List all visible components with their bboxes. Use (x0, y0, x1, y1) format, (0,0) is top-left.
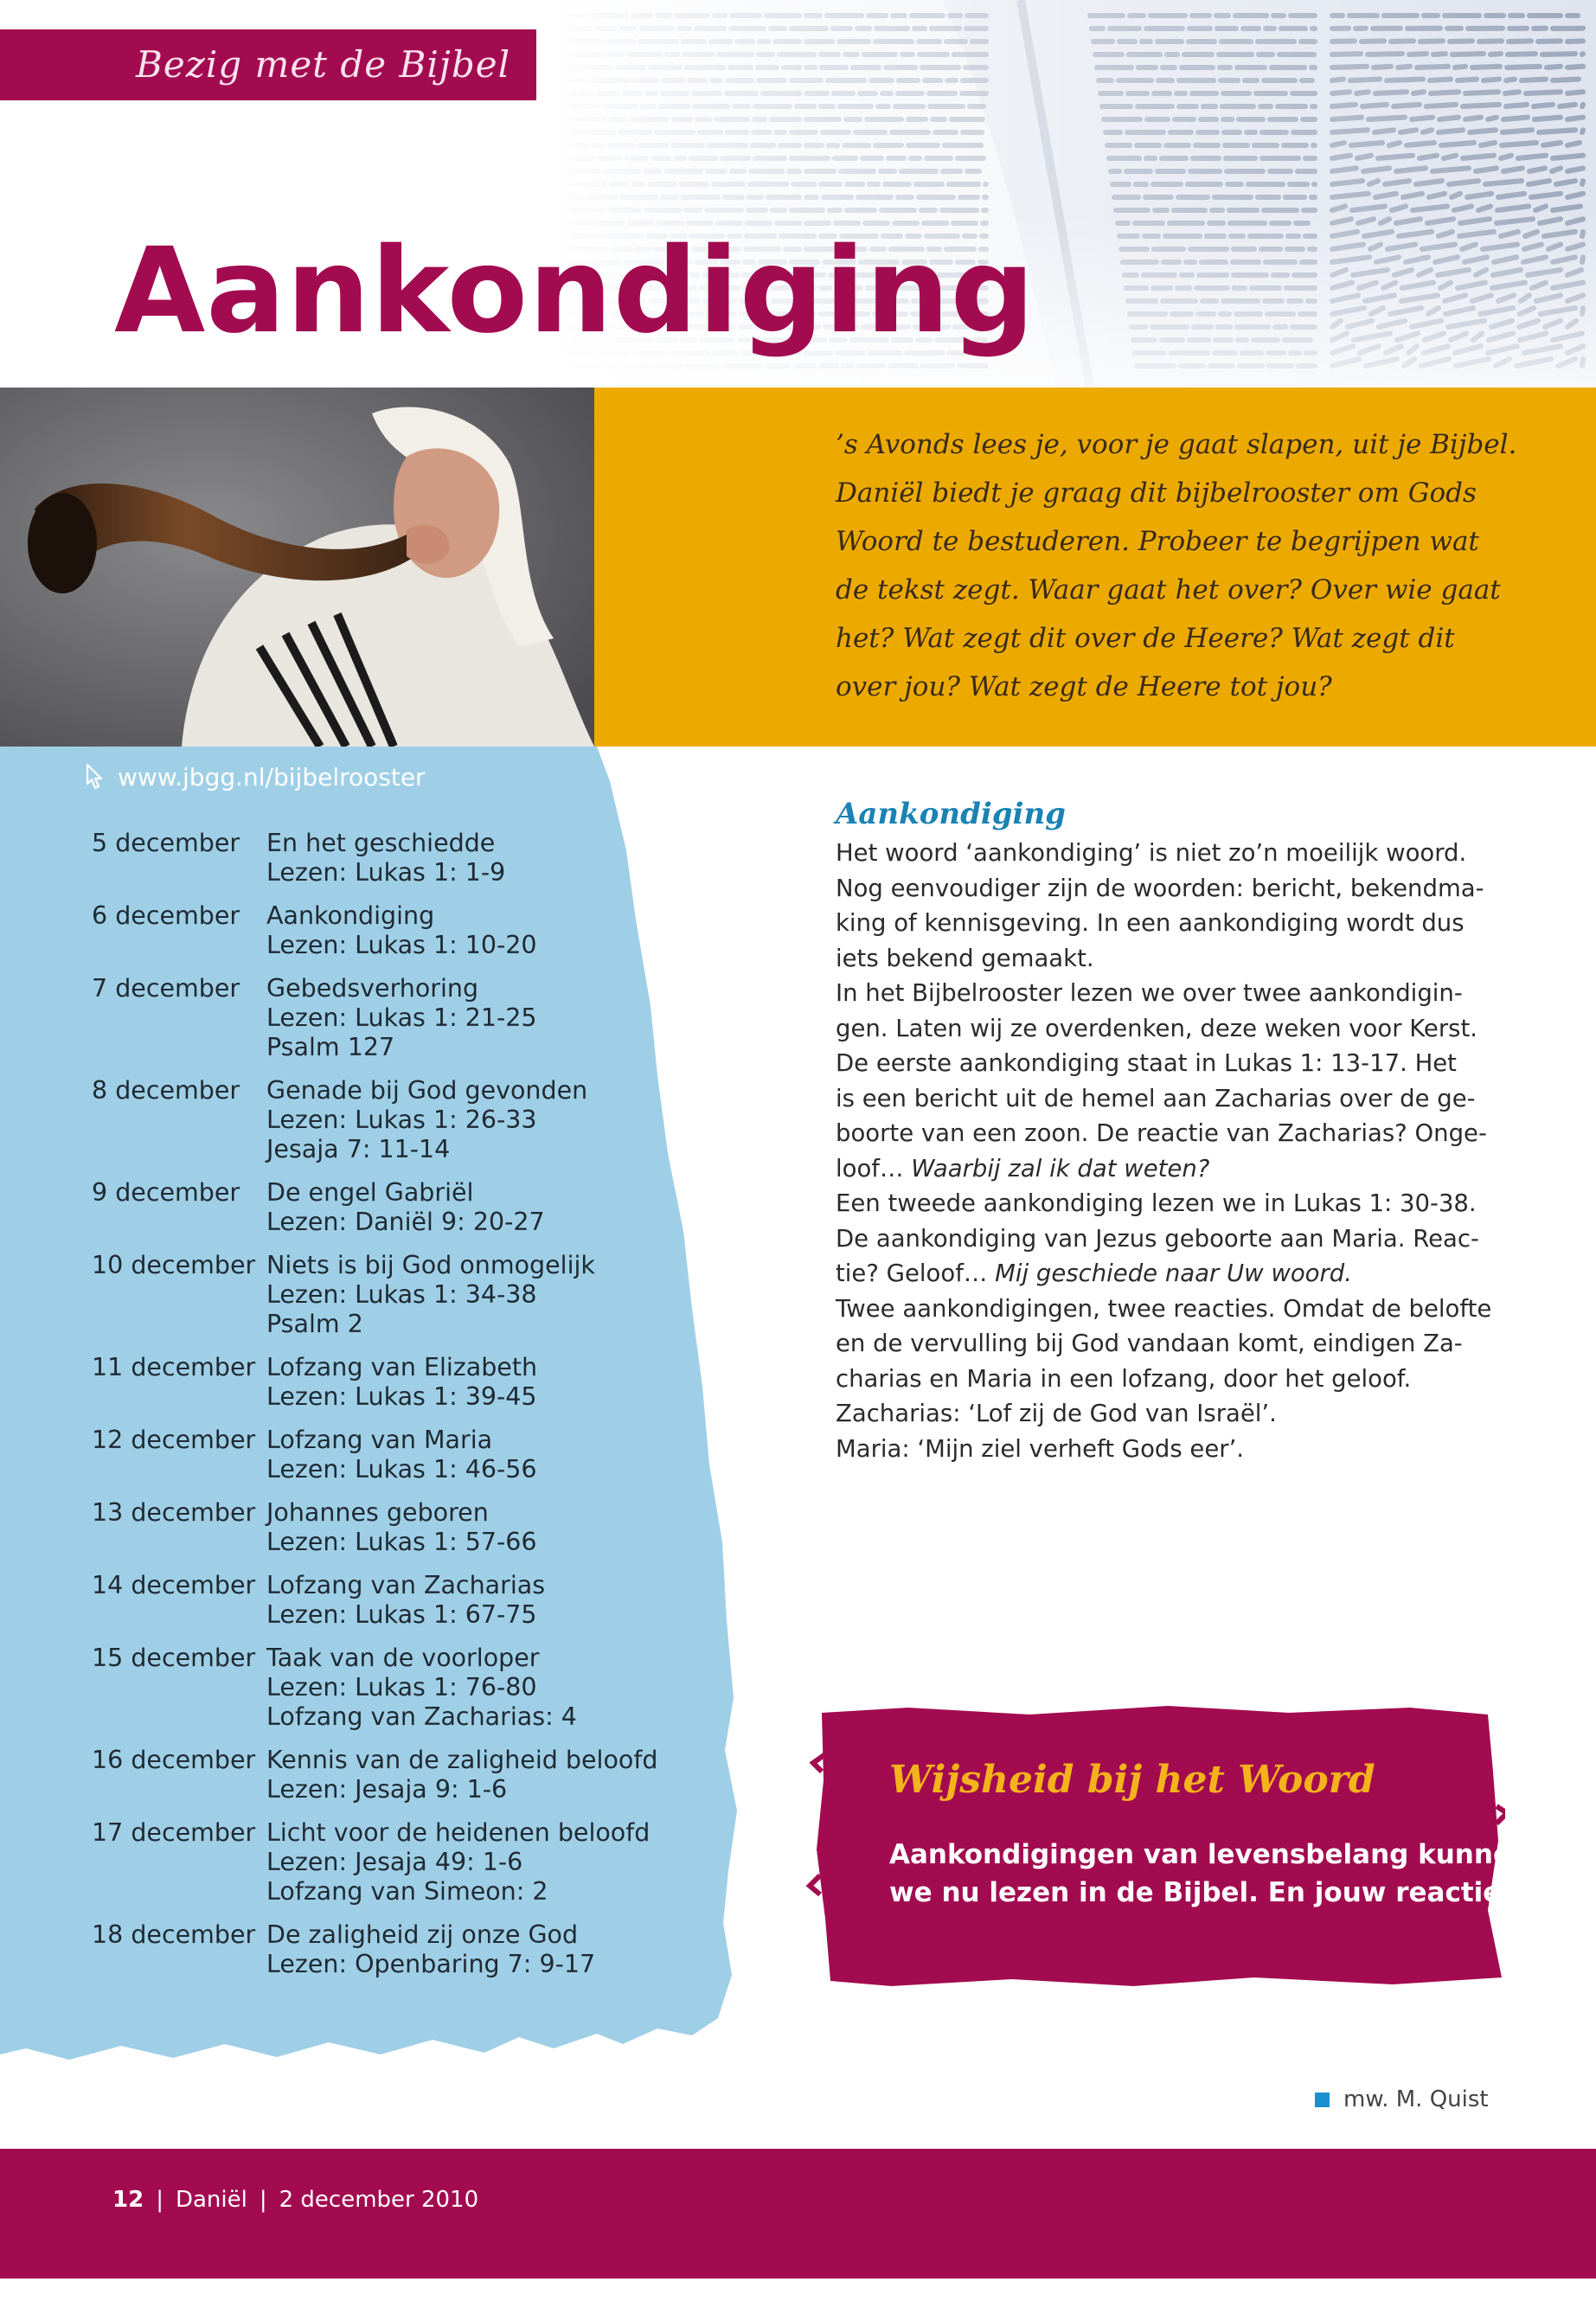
schedule-reading-line: Lezen: Lukas 1: 26-33 (266, 1106, 537, 1134)
article-line: Twee aankondigingen, twee reacties. Omdat de belofte (836, 1294, 1492, 1323)
schedule-reading-line: Lofzang van Elizabeth (266, 1353, 538, 1381)
schedule-reading-line: Lofzang van Zacharias (266, 1571, 546, 1599)
schedule-row (92, 1426, 697, 1484)
article-quote: Mij geschiede naar Uw woord. (995, 1259, 1353, 1287)
schedule-row (92, 1178, 697, 1237)
schedule-reading-line: Lezen: Jesaja 49: 1-6 (266, 1848, 523, 1876)
schedule-reading-line: En het geschiedde (266, 829, 496, 857)
link-row[interactable] (83, 763, 426, 792)
article-text: loof… (836, 1154, 904, 1183)
schedule-reading-line: De zaligheid zij onze God (266, 1920, 579, 1949)
article-line: is een bericht uit de hemel aan Zacharias over de ge- (836, 1084, 1476, 1112)
intro-text (836, 420, 1562, 711)
callout-heading: Wijsheid bij het Woord (889, 1758, 1375, 1802)
schedule-row (92, 1920, 697, 1979)
schedule-reading-line: Lezen: Lukas 1: 34-38 (266, 1280, 537, 1309)
schedule-reading-line: Niets is bij God onmogelijk (266, 1251, 595, 1279)
schedule-reading-line: Lezen: Lukas 1: 10-20 (266, 931, 537, 959)
article-line: De eerste aankondiging staat in Lukas 1: 13-17. Het (836, 1049, 1457, 1077)
article-line: Het woord ‘aankondiging’ is niet zo’n moeilijk woord. (836, 839, 1467, 867)
schedule-row (92, 1818, 697, 1907)
schedule-readings (266, 829, 697, 888)
schedule-reading-line: Lezen: Openbaring 7: 9-17 (266, 1950, 596, 1978)
schedule-readings (266, 974, 697, 1062)
schedule-reading-line: Lofzang van Zacharias: 4 (266, 1702, 577, 1731)
schedule-row (92, 1353, 697, 1412)
schedule-date: 12 december (92, 1426, 256, 1454)
schedule-date: 6 december (92, 901, 240, 930)
schedule-reading-line: Lezen: Lukas 1: 46-56 (266, 1455, 537, 1484)
article-line: boorte van een zoon. De reactie van Zacharias? Onge- (836, 1119, 1487, 1147)
intro-line: de tekst zegt. Waar gaat het over? Over wie gaat (836, 574, 1501, 606)
article-line: en de vervulling bij God vandaan komt, eindigen Za- (836, 1330, 1463, 1357)
mouse-pointer-icon (83, 763, 106, 791)
callout-line: we nu lezen in de Bijbel. En jouw reactie? (889, 1877, 1517, 1908)
schedule-reading-line: Lezen: Lukas 1: 21-25 (266, 1003, 537, 1032)
schedule-readings (266, 1426, 697, 1484)
schedule-reading-line: Lezen: Lukas 1: 76-80 (266, 1673, 537, 1702)
schedule-reading-line: Aankondiging (266, 901, 435, 930)
article-line: Zacharias: ‘Lof zij de God van Israël’. (836, 1400, 1277, 1427)
schedule-date: 8 december (92, 1076, 240, 1105)
schedule-row (92, 1251, 697, 1339)
schedule-row (92, 901, 697, 960)
article-line: Nog eenvoudiger zijn de woorden: bericht, bekendma- (836, 874, 1484, 902)
schedule-reading-line: Lezen: Lukas 1: 67-75 (266, 1600, 537, 1629)
schedule-reading-line: Lezen: Lukas 1: 1-9 (266, 858, 506, 887)
schedule-reading-line: Lezen: Daniël 9: 20-27 (266, 1208, 545, 1236)
callout-line: Aankondigingen van levensbelang kunnen (889, 1839, 1531, 1870)
schedule-readings (266, 1644, 697, 1732)
author-name: mw. M. Quist (1343, 2086, 1489, 2112)
schedule-row (92, 1498, 697, 1557)
schedule-reading-line: Lezen: Lukas 1: 39-45 (266, 1382, 537, 1411)
footer-separator: | (156, 2187, 163, 2213)
callout-body (889, 1836, 1530, 1912)
schedule-date: 11 december (92, 1353, 256, 1381)
article-line: iets bekend gemaakt. (836, 944, 1094, 972)
schedule-date: 9 december (92, 1178, 240, 1207)
schedule-reading-line: Kennis van de zaligheid beloofd (266, 1746, 658, 1774)
schedule-reading-line: Licht voor de heidenen beloofd (266, 1818, 651, 1847)
footer-text (112, 2187, 478, 2213)
schedule-row (92, 1076, 697, 1164)
schedule-reading-line: Gebedsverhoring (266, 974, 479, 1003)
article-body (836, 836, 1492, 1466)
schedule-readings (266, 1251, 697, 1339)
schedule-reading-line: Lezen: Jesaja 9: 1-6 (266, 1775, 508, 1804)
page-number: 12 (112, 2187, 144, 2213)
schedule-reading-line: Taak van de voorloper (266, 1644, 540, 1672)
footer-separator: | (259, 2187, 267, 2213)
schedule-reading-line: Genade bij God gevonden (266, 1076, 588, 1105)
schedule-readings (266, 1498, 697, 1557)
schedule-readings (266, 1920, 697, 1979)
article-line: De aankondiging van Jezus geboorte aan Maria. Reac- (836, 1224, 1479, 1253)
schedule-readings (266, 1178, 697, 1237)
intro-line: Daniël biedt je graag dit bijbelrooster om Gods (836, 478, 1477, 509)
magazine-name: Daniël (175, 2187, 247, 2213)
schedule-readings (266, 1746, 697, 1804)
schedule-reading-line: Johannes geboren (266, 1498, 489, 1527)
schedule-reading-line: Lofzang van Maria (266, 1426, 493, 1454)
schedule-row (92, 1571, 697, 1630)
schedule-date: 16 december (92, 1746, 256, 1774)
schedule-date: 17 december (92, 1818, 256, 1847)
schedule-row (92, 974, 697, 1062)
article-line (836, 1151, 1480, 1187)
article-line: gen. Laten wij ze overdenken, deze weken voor Kerst. (836, 1014, 1477, 1042)
article-line: Maria: ‘Mijn ziel verheft Gods eer’. (836, 1434, 1245, 1463)
schedule-link[interactable]: www.jbgg.nl/bijbelrooster (118, 763, 426, 792)
schedule-readings (266, 1353, 697, 1412)
article-text: tie? Geloof… (836, 1259, 988, 1287)
schedule-row (92, 1746, 697, 1804)
intro-line: ’s Avonds lees je, voor je gaat slapen, uit je Bijbel. (836, 429, 1517, 460)
series-label: Bezig met de Bijbel (135, 43, 510, 86)
schedule-readings (266, 901, 697, 960)
schedule-date: 5 december (92, 829, 240, 857)
schedule-date: 14 december (92, 1571, 256, 1599)
issue-date: 2 december 2010 (279, 2187, 479, 2213)
schedule-row (92, 829, 697, 888)
footer-bar (0, 2149, 1596, 2279)
intro-line: het? Wat zegt dit over de Heere? Wat zegt dit (836, 623, 1455, 654)
schedule-date: 13 december (92, 1498, 256, 1527)
shofar-photo (0, 388, 594, 747)
schedule-readings (266, 1076, 697, 1164)
article-line: king of kennisgeving. In een aankondiging wordt dus (836, 909, 1465, 937)
schedule-readings (266, 1818, 697, 1907)
article (836, 792, 1492, 1466)
schedule-date: 18 december (92, 1920, 256, 1949)
schedule-date: 7 december (92, 974, 240, 1003)
intro-line: Woord te bestuderen. Probeer te begrijpen wat (836, 526, 1479, 557)
schedule-date: 10 december (92, 1251, 256, 1279)
article-line: In het Bijbelrooster lezen we over twee aankondigin- (836, 979, 1463, 1007)
schedule-reading-line: Psalm 127 (266, 1033, 395, 1061)
square-bullet-icon (1315, 2093, 1330, 2107)
reading-schedule (92, 829, 697, 1993)
article-heading: Aankondiging (836, 797, 1066, 831)
page-title: Aankondiging (114, 223, 1036, 360)
intro-line: over jou? Wat zegt de Heere tot jou? (836, 671, 1332, 702)
article-line: Een tweede aankondiging lezen we in Lukas 1: 30-38. (836, 1189, 1477, 1217)
schedule-row (92, 1644, 697, 1732)
schedule-reading-line: Jesaja 7: 11-14 (266, 1135, 451, 1163)
schedule-date: 15 december (92, 1644, 256, 1672)
schedule-reading-line: Psalm 2 (266, 1310, 363, 1338)
schedule-readings (266, 1571, 697, 1630)
article-quote: Waarbij zal ik dat weten? (911, 1154, 1210, 1183)
author-credit (1315, 2086, 1489, 2112)
schedule-reading-line: De engel Gabriël (266, 1178, 474, 1207)
schedule-reading-line: Lofzang van Simeon: 2 (266, 1877, 548, 1906)
article-line: charias en Maria in een lofzang, door het geloof. (836, 1364, 1412, 1393)
schedule-reading-line: Lezen: Lukas 1: 57-66 (266, 1528, 537, 1556)
article-line (836, 1256, 1480, 1292)
